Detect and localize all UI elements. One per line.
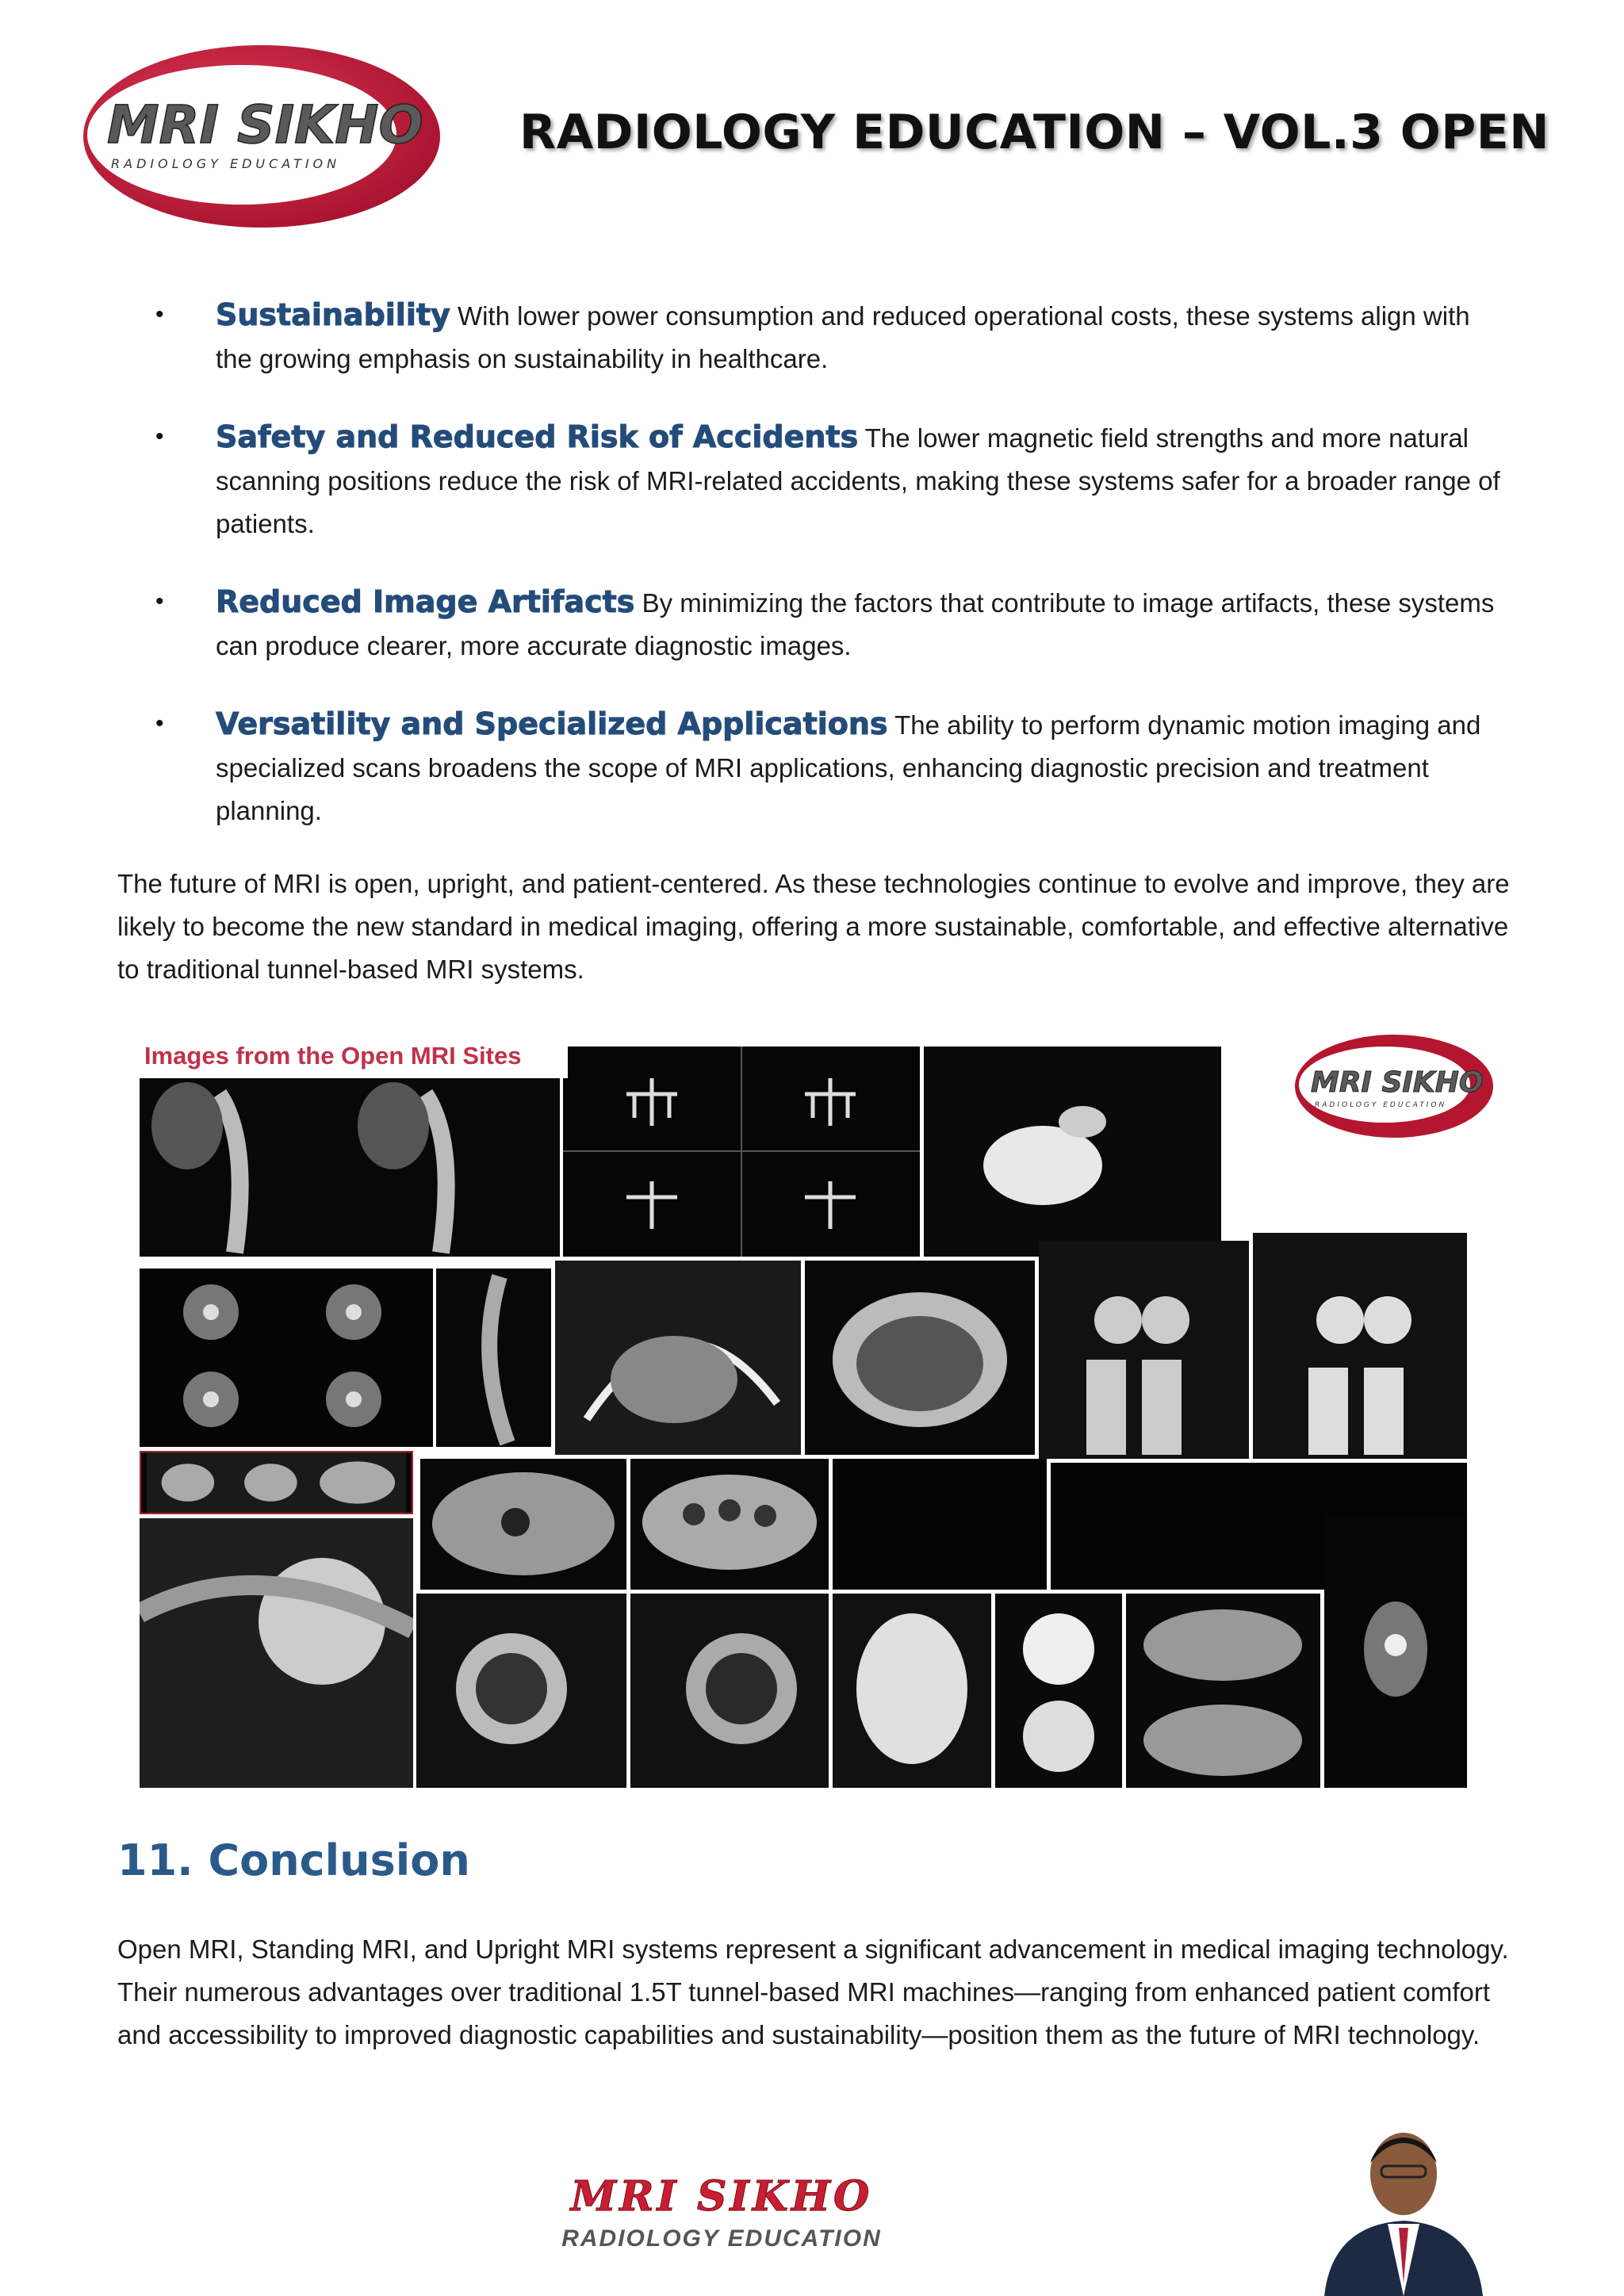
bullet-heading: Reduced Image Artifacts xyxy=(216,584,635,619)
mri-image-collage xyxy=(135,1031,1491,1788)
bullet-text: The lower magnetic field strengths and more natural scanning positions reduce the risk of MRI-related accidents, making these systems safer for a broader range of patients. xyxy=(216,423,1500,538)
intro-paragraph: The future of MRI is open, upright, and patient-centered. As these technologies continue to evolve and improve, they are likely to become the new standard in medical imaging, offering a more sustainable, comfortable, and effective alternative to traditional tunnel-based MRI systems. xyxy=(117,869,1510,984)
mri-sikho-logo xyxy=(1291,1031,1497,1142)
dark-scan-image xyxy=(833,1459,1047,1590)
brain-angiography-image xyxy=(563,1047,920,1257)
section-heading: 11. Conclusion xyxy=(117,1835,470,1885)
pelvis-axial-image xyxy=(1126,1594,1320,1788)
knee-axial-image xyxy=(805,1261,1035,1455)
spine-sagittal-image xyxy=(436,1269,551,1447)
collage-caption: Images from the Open MRI Sites xyxy=(140,1034,568,1078)
abdominal-mr-image xyxy=(924,1047,1221,1257)
document-title: RADIOLOGY EDUCATION – VOL.3 OPEN xyxy=(519,105,1549,160)
temporal-bone-strip-image xyxy=(140,1451,413,1514)
bullet-heading: Safety and Reduced Risk of Accidents xyxy=(216,419,859,454)
bullet-heading: Versatility and Specialized Applications xyxy=(216,706,888,741)
hand-axial-image xyxy=(630,1459,829,1590)
bullet-icon: • xyxy=(155,588,164,614)
shoulder-axial-image-2 xyxy=(630,1594,829,1788)
bullet-text: The ability to perform dynamic motion imaging and specialized scans broadens the scope of MRI applications, enhancing diagnostic precision and treatment planning. xyxy=(216,710,1481,825)
footer-brand-name: MRI SIKHO xyxy=(570,2172,873,2221)
svg-text:RADIOLOGY EDUCATION: RADIOLOGY EDUCATION xyxy=(1315,1101,1447,1109)
svg-text:MRI SIKHO: MRI SIKHO xyxy=(1311,1066,1484,1099)
cystic-mass-image xyxy=(995,1594,1122,1788)
forearm-axial-image xyxy=(420,1459,626,1590)
list-item xyxy=(155,702,1507,832)
bullet-heading: Sustainability xyxy=(216,297,450,332)
wrist-coronal-image-1 xyxy=(1039,1241,1249,1459)
svg-text:MRI SIKHO: MRI SIKHO xyxy=(107,94,423,155)
mri-sikho-logo xyxy=(79,41,444,232)
shoulder-axial-image-1 xyxy=(416,1594,626,1788)
author-photo xyxy=(1316,2117,1491,2296)
footer-tagline: RADIOLOGY EDUCATION xyxy=(561,2225,882,2252)
shoulder-coronal-image xyxy=(140,1518,413,1788)
bullet-text: By minimizing the factors that contribute to image artifacts, these systems can produce clearer, more accurate diagnostic images. xyxy=(216,588,1495,660)
wrist-coronal-image-2 xyxy=(1253,1233,1467,1459)
list-item xyxy=(155,580,1507,668)
footer-brand xyxy=(547,2172,896,2252)
list-item xyxy=(155,415,1507,545)
conclusion-paragraph: Open MRI, Standing MRI, and Upright MRI systems represent a significant advancement in medical imaging technology. Their numerous advantages over traditional 1.5T tunnel-based MRI machines—ranging from enhanced patient comfort and accessibility to improved diagnostic capabilities and sustainability—position them as the future of MRI technology. xyxy=(117,1934,1509,2049)
bullet-text: With lower power consumption and reduced operational costs, these systems align with the growing emphasis on sustainability in healthcare. xyxy=(216,301,1470,373)
cervical-axial-grid-image xyxy=(140,1269,433,1447)
cervical-spine-mri-image xyxy=(140,1078,560,1257)
bullet-icon: • xyxy=(155,710,164,737)
advantages-list xyxy=(155,293,1507,867)
pelvic-coronal-image xyxy=(1324,1514,1467,1788)
pelvic-sagittal-image xyxy=(833,1594,991,1788)
bullet-icon: • xyxy=(155,423,164,450)
list-item xyxy=(155,293,1507,381)
bullet-icon: • xyxy=(155,301,164,327)
ankle-mri-image xyxy=(555,1261,801,1455)
svg-text:RADIOLOGY EDUCATION: RADIOLOGY EDUCATION xyxy=(111,156,341,171)
